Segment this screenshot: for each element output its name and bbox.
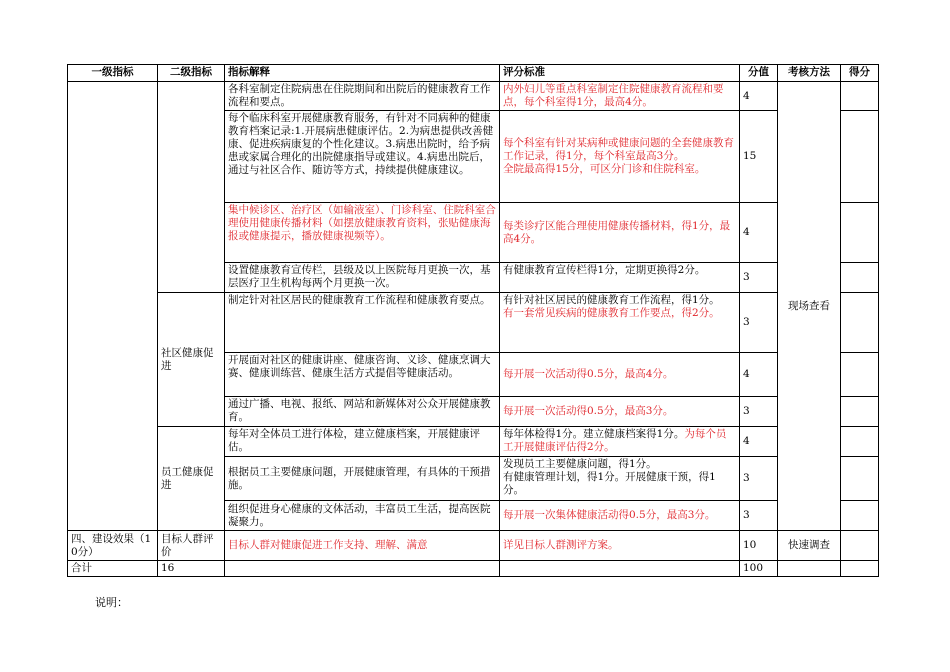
explain-cell: 根据员工主要健康问题，开展健康管理，有具体的干预措施。 — [225, 457, 500, 501]
total-blank — [225, 561, 500, 577]
header-level1: 一级指标 — [68, 65, 158, 82]
standard-cell — [500, 111, 740, 203]
level2-cell-blank — [158, 82, 225, 293]
table-header-row — [68, 65, 879, 82]
score-cell: 10 — [740, 531, 778, 561]
table-row — [68, 293, 879, 353]
explain-cell: 集中候诊区、治疗区（如输液室）、门诊科室、住院科室合理使用健康传播材料（如摆放健康教育资料，张贴健康海报或健康提示，播放健康视频等）。 — [225, 203, 500, 263]
result-cell — [841, 353, 879, 397]
result-cell — [841, 82, 879, 111]
evaluation-table — [67, 64, 879, 577]
score-cell: 15 — [740, 111, 778, 203]
standard-cell: 内外妇儿等重点科室制定住院健康教育流程和要点，每个科室得1分，最高4分。 — [500, 82, 740, 111]
total-label: 合计 — [68, 561, 158, 577]
explain-cell: 开展面对社区的健康讲座、健康咨询、义诊、健康烹调大赛、健康训练营、健康生活方式提倡等健康活动。 — [225, 353, 500, 397]
explain-cell: 组织促进身心健康的文体活动，丰富员工生活，提高医院凝聚力。 — [225, 501, 500, 531]
standard-cell — [500, 293, 740, 353]
level1-cell-effect: 四、建设效果（10分） — [68, 531, 158, 561]
explain-cell: 每年对全体员工进行体检，建立健康档案，开展健康评估。 — [225, 427, 500, 457]
standard-line: 发现员工主要健康问题，得1分。 — [503, 458, 657, 470]
standard-cell: 每开展一次活动得0.5分，最高4分。 — [500, 353, 740, 397]
explain-cell: 目标人群对健康促进工作支持、理解、满意 — [225, 531, 500, 561]
score-cell: 4 — [740, 82, 778, 111]
standard-part: 每年体检得1分。建立健康档案得1分。 — [503, 428, 685, 440]
table-row — [68, 82, 879, 111]
result-cell — [841, 501, 879, 531]
explain-cell: 各科室制定住院病患在住院期间和出院后的健康教育工作流程和要点。 — [225, 82, 500, 111]
standard-line: 有针对社区居民的健康教育工作流程，得1分。 — [503, 294, 720, 306]
header-result: 得分 — [841, 65, 879, 82]
standard-cell: 每开展一次活动得0.5分，最高3分。 — [500, 397, 740, 427]
table-row — [68, 531, 879, 561]
result-cell — [841, 531, 879, 561]
result-cell — [841, 457, 879, 501]
header-level2: 二级指标 — [158, 65, 225, 82]
total-row — [68, 561, 879, 577]
score-cell: 3 — [740, 457, 778, 501]
score-cell: 4 — [740, 427, 778, 457]
score-cell: 3 — [740, 263, 778, 293]
table-row — [68, 427, 879, 457]
method-cell-survey: 快速调查 — [778, 531, 841, 561]
header-explain: 指标解释 — [225, 65, 500, 82]
total-score: 100 — [740, 561, 778, 577]
result-cell — [841, 111, 879, 203]
score-cell: 3 — [740, 293, 778, 353]
total-blank — [500, 561, 740, 577]
level1-cell-blank — [68, 82, 158, 531]
standard-cell: 有健康教育宣传栏得1分，定期更换得2分。 — [500, 263, 740, 293]
standard-cell: 每开展一次集体健康活动得0.5分，最高3分。 — [500, 501, 740, 531]
header-standard: 评分标准 — [500, 65, 740, 82]
standard-cell: 详见目标人群测评方案。 — [500, 531, 740, 561]
level2-cell-target: 目标人群评价 — [158, 531, 225, 561]
level2-cell-staff: 员工健康促进 — [158, 427, 225, 531]
standard-line: 每个科室有针对某病种或健康问题的全套健康教育工作记录，得1分，每个科室最高3分。 — [503, 137, 734, 162]
explain-cell: 每个临床科室开展健康教育服务，有针对不同病种的健康教育档案记录:1.开展病患健康评估。2.为病患提供改善健康、促进疾病康复的个性化建议。3.病患出院时，给予病患或家属合理化的出院健康指导或建议。4.病患出院后，通过与社区合作、随访等方式，持续提供健康建议。 — [225, 111, 500, 203]
standard-line: 有健康管理计划，得1分。开展健康干预，得1分。 — [503, 471, 716, 496]
standard-part: 为每个员工开展健康评估得2分。 — [503, 428, 727, 453]
score-cell: 3 — [740, 397, 778, 427]
total-count: 16 — [158, 561, 225, 577]
header-score: 分值 — [740, 65, 778, 82]
score-cell: 4 — [740, 203, 778, 263]
result-cell — [841, 427, 879, 457]
header-method: 考核方法 — [778, 65, 841, 82]
standard-line: 全院最高得15分，可区分门诊和住院科室。 — [503, 163, 706, 175]
explain-cell: 制定针对社区居民的健康教育工作流程和健康教育要点。 — [225, 293, 500, 353]
result-cell — [841, 293, 879, 353]
total-blank — [841, 561, 879, 577]
standard-cell — [500, 427, 740, 457]
standard-line: 有一套常见疾病的健康教育工作要点，得2分。 — [503, 307, 720, 319]
score-cell: 3 — [740, 501, 778, 531]
score-cell: 4 — [740, 353, 778, 397]
standard-cell — [500, 457, 740, 501]
method-cell-onsite: 现场查看 — [778, 82, 841, 531]
result-cell — [841, 203, 879, 263]
result-cell — [841, 397, 879, 427]
level2-cell-community: 社区健康促进 — [158, 293, 225, 427]
note-label: 说明： — [95, 596, 128, 609]
standard-cell: 每类诊疗区能合理使用健康传播材料，得1分，最高4分。 — [500, 203, 740, 263]
total-blank — [778, 561, 841, 577]
explain-cell: 通过广播、电视、报纸、网站和新媒体对公众开展健康教育。 — [225, 397, 500, 427]
explain-cell: 设置健康教育宣传栏，县级及以上医院每月更换一次，基层医疗卫生机构每两个月更换一次。 — [225, 263, 500, 293]
result-cell — [841, 263, 879, 293]
